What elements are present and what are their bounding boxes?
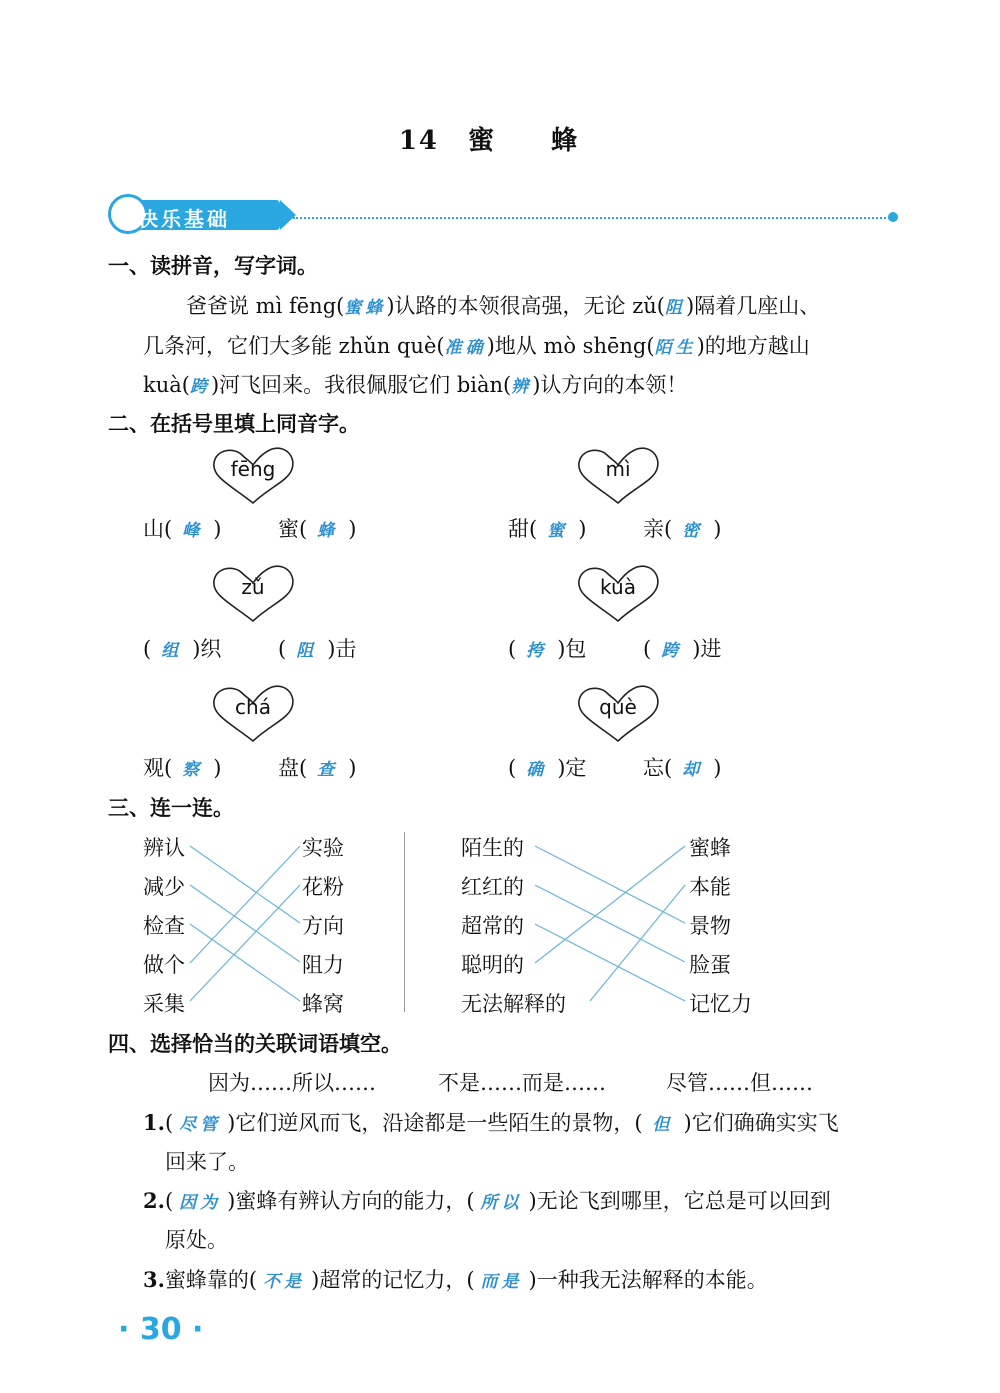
section-4-heading: 四、选择恰当的关联词语填空。 xyxy=(108,1032,402,1056)
match-right: 脸蛋 xyxy=(689,953,731,977)
s1-line-1: 爸爸说 mì fēng(蜜蜂)认路的本领很高强，无论 zǔ(阻)隔着几座山、 xyxy=(186,294,821,318)
fill-item: ( 挎 )包 xyxy=(508,637,587,661)
answer: 蜜蜂 xyxy=(344,298,387,318)
match-right: 蜜蜂 xyxy=(689,836,731,860)
match-left: 无法解释的 xyxy=(461,992,566,1016)
option: 因为……所以…… xyxy=(208,1071,376,1095)
question-3: 3.蜜蜂靠的( 不是 )超常的记忆力，( 而是 )一种我无法解释的本能。 xyxy=(143,1267,768,1292)
match-left: 聪明的 xyxy=(461,953,524,977)
fill-item: 盘( 查 ) xyxy=(278,756,357,780)
match-left: 减少 xyxy=(143,875,185,899)
fill-item: ( 确 )定 xyxy=(508,756,587,780)
fill-item: 蜜( 蜂 ) xyxy=(278,517,357,541)
s1-line-2: 几条河，它们大多能 zhǔn què(准确)地从 mò shēng(陌生)的地方越山 xyxy=(143,334,810,358)
s1-line-3: kuà(跨)河飞回来。我很佩服它们 biàn(辨)认方向的本领！ xyxy=(143,373,688,397)
lesson-number: 14 xyxy=(398,126,440,156)
answer: 准确 xyxy=(444,338,487,358)
match-left: 红红的 xyxy=(461,875,524,899)
section-1-heading: 一、读拼音，写字词。 xyxy=(108,254,318,278)
answer: 跨 xyxy=(189,377,211,397)
match-left: 超常的 xyxy=(461,914,524,938)
match-right: 方向 xyxy=(302,914,344,938)
question-2: 2.( 因为 )蜜蜂有辨认方向的能力，( 所以 )无论飞到哪里，它总是可以回到 xyxy=(143,1188,831,1213)
fill-item: 忘( 却 ) xyxy=(643,756,722,780)
fill-item: 亲( 密 ) xyxy=(643,517,722,541)
match-right: 本能 xyxy=(689,875,731,899)
divider xyxy=(404,832,405,1012)
lesson-name: 蜜 蜂 xyxy=(468,126,602,156)
question-1: 1.( 尽管 )它们逆风而飞，沿途都是一些陌生的景物，( 但 )它们确确实实飞 xyxy=(143,1110,839,1135)
match-right: 实验 xyxy=(302,836,344,860)
heart-icon: chá xyxy=(210,683,296,743)
heart-icon: fēng xyxy=(210,445,296,505)
fill-item: ( 跨 )进 xyxy=(643,637,722,661)
fill-item: ( 阻 )击 xyxy=(278,637,357,661)
option: 尽管……但…… xyxy=(666,1071,813,1095)
fill-item: 观( 察 ) xyxy=(143,756,222,780)
fill-item: 甜( 蜜 ) xyxy=(508,517,587,541)
question-2-cont: 原处。 xyxy=(165,1228,228,1252)
match-left: 辨认 xyxy=(143,836,185,860)
match-right: 蜂窝 xyxy=(302,992,344,1016)
heart-icon: zǔ xyxy=(210,563,296,623)
match-left: 做个 xyxy=(143,953,185,977)
fill-item: ( 组 )织 xyxy=(143,637,222,661)
match-right: 阻力 xyxy=(302,953,344,977)
fill-item: 山( 峰 ) xyxy=(143,517,222,541)
page-number: · 30 · xyxy=(118,1312,204,1347)
option: 不是……而是…… xyxy=(438,1071,606,1095)
answer: 陌生 xyxy=(654,338,697,358)
banner-label: 快乐基础 xyxy=(138,207,230,231)
heart-icon: mì xyxy=(575,445,661,505)
match-left: 陌生的 xyxy=(461,836,524,860)
match-left: 采集 xyxy=(143,992,185,1016)
question-1-cont: 回来了。 xyxy=(165,1150,249,1174)
answer: 阻 xyxy=(665,298,686,318)
match-right: 景物 xyxy=(689,914,731,938)
match-right: 花粉 xyxy=(302,875,344,899)
match-left: 检查 xyxy=(143,914,185,938)
match-right: 记忆力 xyxy=(689,992,752,1016)
heart-icon: què xyxy=(575,683,661,743)
section-2-heading: 二、在括号里填上同音字。 xyxy=(108,412,360,436)
heart-icon: kuà xyxy=(575,563,661,623)
section-3-heading: 三、连一连。 xyxy=(108,796,234,820)
answer: 辨 xyxy=(511,377,533,397)
